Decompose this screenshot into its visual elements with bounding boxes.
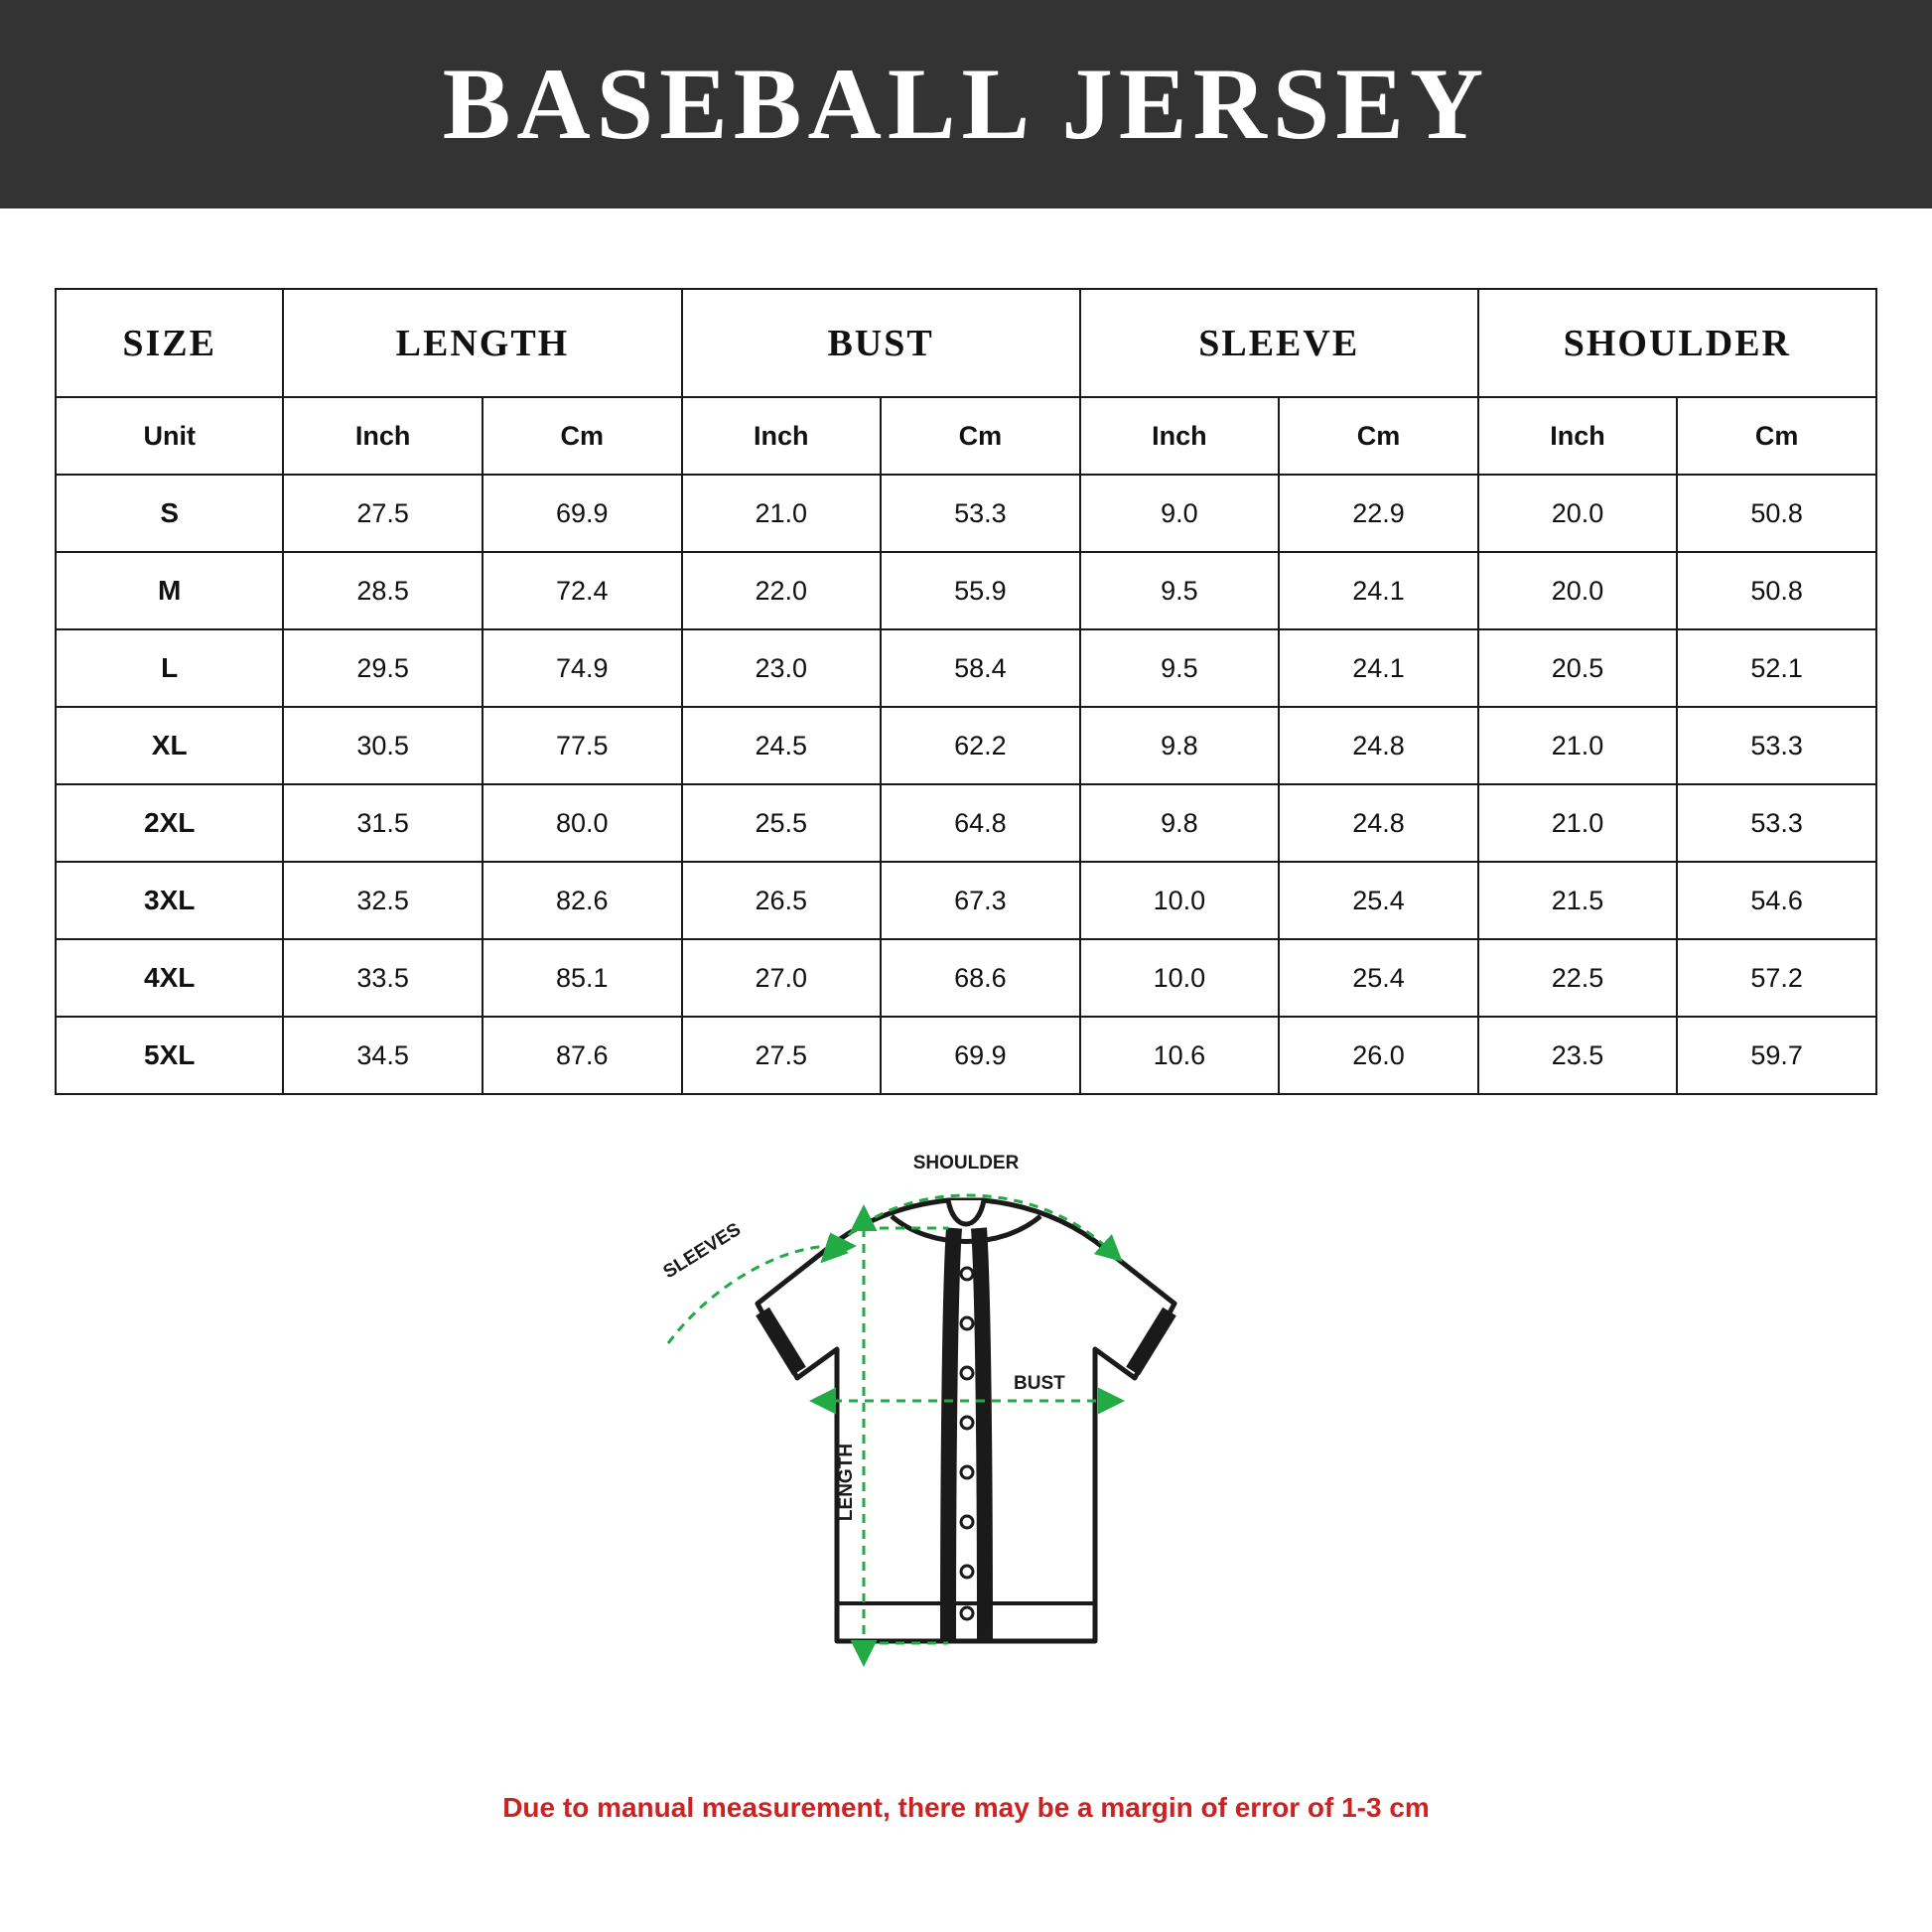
cell-sleeve-inch: 9.5 bbox=[1080, 552, 1280, 629]
cell-sleeve-inch: 10.0 bbox=[1080, 939, 1280, 1017]
cell-length-inch: 33.5 bbox=[283, 939, 483, 1017]
cell-bust-cm: 68.6 bbox=[881, 939, 1080, 1017]
table-row bbox=[56, 629, 1876, 707]
unit-header-bust-cm: Cm bbox=[881, 397, 1080, 475]
cell-sleeve-inch: 9.8 bbox=[1080, 784, 1280, 862]
cell-bust-cm: 62.2 bbox=[881, 707, 1080, 784]
cell-bust-inch: 21.0 bbox=[682, 475, 882, 552]
cell-length-inch: 30.5 bbox=[283, 707, 483, 784]
cell-bust-cm: 55.9 bbox=[881, 552, 1080, 629]
table-row bbox=[56, 475, 1876, 552]
group-header-bust: BUST bbox=[682, 289, 1080, 397]
cell-shoulder-inch: 21.0 bbox=[1478, 784, 1678, 862]
cell-bust-cm: 67.3 bbox=[881, 862, 1080, 939]
table-unit-header-row bbox=[56, 397, 1876, 475]
cell-length-cm: 74.9 bbox=[483, 629, 682, 707]
cell-shoulder-inch: 20.0 bbox=[1478, 552, 1678, 629]
cell-shoulder-cm: 53.3 bbox=[1677, 707, 1876, 784]
table-row bbox=[56, 784, 1876, 862]
cell-bust-inch: 22.0 bbox=[682, 552, 882, 629]
table-row bbox=[56, 939, 1876, 1017]
cell-length-cm: 87.6 bbox=[483, 1017, 682, 1094]
group-header-shoulder: SHOULDER bbox=[1478, 289, 1876, 397]
cell-shoulder-inch: 23.5 bbox=[1478, 1017, 1678, 1094]
jersey-illustration bbox=[539, 1155, 1393, 1770]
cell-shoulder-inch: 22.5 bbox=[1478, 939, 1678, 1017]
cell-length-cm: 69.9 bbox=[483, 475, 682, 552]
cell-bust-cm: 64.8 bbox=[881, 784, 1080, 862]
cell-size: S bbox=[56, 475, 283, 552]
table-row bbox=[56, 552, 1876, 629]
cell-shoulder-inch: 20.5 bbox=[1478, 629, 1678, 707]
cell-length-cm: 77.5 bbox=[483, 707, 682, 784]
label-bust: BUST bbox=[1014, 1373, 1065, 1394]
cell-sleeve-cm: 24.1 bbox=[1279, 629, 1478, 707]
cell-bust-inch: 27.0 bbox=[682, 939, 882, 1017]
unit-header-sleeve-inch: Inch bbox=[1080, 397, 1280, 475]
cell-shoulder-inch: 21.5 bbox=[1478, 862, 1678, 939]
cell-sleeve-cm: 24.1 bbox=[1279, 552, 1478, 629]
page-title: BASEBALL JERSEY bbox=[442, 48, 1490, 161]
cell-sleeve-cm: 25.4 bbox=[1279, 862, 1478, 939]
unit-header-length-cm: Cm bbox=[483, 397, 682, 475]
unit-header-shoulder-inch: Inch bbox=[1478, 397, 1678, 475]
cell-length-cm: 80.0 bbox=[483, 784, 682, 862]
cell-shoulder-inch: 21.0 bbox=[1478, 707, 1678, 784]
cell-length-inch: 32.5 bbox=[283, 862, 483, 939]
cell-bust-inch: 27.5 bbox=[682, 1017, 882, 1094]
cell-shoulder-cm: 50.8 bbox=[1677, 552, 1876, 629]
table-row bbox=[56, 707, 1876, 784]
unit-header-sleeve-cm: Cm bbox=[1279, 397, 1478, 475]
header-bar bbox=[0, 0, 1932, 208]
cell-sleeve-inch: 9.8 bbox=[1080, 707, 1280, 784]
cell-shoulder-cm: 52.1 bbox=[1677, 629, 1876, 707]
cell-size: L bbox=[56, 629, 283, 707]
cell-sleeve-cm: 24.8 bbox=[1279, 707, 1478, 784]
cell-size: 4XL bbox=[56, 939, 283, 1017]
cell-sleeve-cm: 22.9 bbox=[1279, 475, 1478, 552]
cell-length-inch: 29.5 bbox=[283, 629, 483, 707]
cell-length-cm: 72.4 bbox=[483, 552, 682, 629]
cell-shoulder-cm: 50.8 bbox=[1677, 475, 1876, 552]
cell-length-cm: 82.6 bbox=[483, 862, 682, 939]
cell-sleeve-inch: 10.0 bbox=[1080, 862, 1280, 939]
cell-shoulder-inch: 20.0 bbox=[1478, 475, 1678, 552]
cell-bust-inch: 24.5 bbox=[682, 707, 882, 784]
size-chart-table bbox=[55, 288, 1877, 1095]
cell-size: 3XL bbox=[56, 862, 283, 939]
measurement-diagram bbox=[0, 1155, 1932, 1823]
cell-size: 2XL bbox=[56, 784, 283, 862]
cell-shoulder-cm: 53.3 bbox=[1677, 784, 1876, 862]
table-head bbox=[56, 289, 1876, 475]
table-group-header-row bbox=[56, 289, 1876, 397]
table-body bbox=[56, 475, 1876, 1094]
cell-bust-cm: 69.9 bbox=[881, 1017, 1080, 1094]
cell-length-inch: 31.5 bbox=[283, 784, 483, 862]
cell-length-inch: 27.5 bbox=[283, 475, 483, 552]
cell-bust-inch: 23.0 bbox=[682, 629, 882, 707]
label-length: LENGTH bbox=[836, 1443, 857, 1522]
label-shoulder: SHOULDER bbox=[912, 1155, 1020, 1173]
measurement-note: Due to manual measurement, there may be a margin of error of 1-3 cm bbox=[502, 1792, 1430, 1823]
group-header-length: LENGTH bbox=[283, 289, 681, 397]
cell-size: XL bbox=[56, 707, 283, 784]
unit-header-bust-inch: Inch bbox=[682, 397, 882, 475]
cell-bust-cm: 53.3 bbox=[881, 475, 1080, 552]
label-sleeves: SLEEVES bbox=[659, 1218, 745, 1284]
unit-header-length-inch: Inch bbox=[283, 397, 483, 475]
cell-bust-inch: 26.5 bbox=[682, 862, 882, 939]
cell-sleeve-inch: 10.6 bbox=[1080, 1017, 1280, 1094]
cell-length-cm: 85.1 bbox=[483, 939, 682, 1017]
group-header-sleeve: SLEEVE bbox=[1080, 289, 1478, 397]
cell-bust-cm: 58.4 bbox=[881, 629, 1080, 707]
size-chart-container bbox=[0, 208, 1932, 1095]
cell-sleeve-inch: 9.5 bbox=[1080, 629, 1280, 707]
cell-sleeve-cm: 25.4 bbox=[1279, 939, 1478, 1017]
unit-header-shoulder-cm: Cm bbox=[1677, 397, 1876, 475]
cell-sleeve-cm: 24.8 bbox=[1279, 784, 1478, 862]
group-header-size: SIZE bbox=[56, 289, 283, 397]
cell-length-inch: 28.5 bbox=[283, 552, 483, 629]
unit-header-unit: Unit bbox=[56, 397, 283, 475]
cell-shoulder-cm: 54.6 bbox=[1677, 862, 1876, 939]
cell-shoulder-cm: 57.2 bbox=[1677, 939, 1876, 1017]
cell-size: 5XL bbox=[56, 1017, 283, 1094]
cell-shoulder-cm: 59.7 bbox=[1677, 1017, 1876, 1094]
table-row bbox=[56, 1017, 1876, 1094]
cell-sleeve-cm: 26.0 bbox=[1279, 1017, 1478, 1094]
cell-sleeve-inch: 9.0 bbox=[1080, 475, 1280, 552]
cell-bust-inch: 25.5 bbox=[682, 784, 882, 862]
table-row bbox=[56, 862, 1876, 939]
cell-length-inch: 34.5 bbox=[283, 1017, 483, 1094]
cell-size: M bbox=[56, 552, 283, 629]
